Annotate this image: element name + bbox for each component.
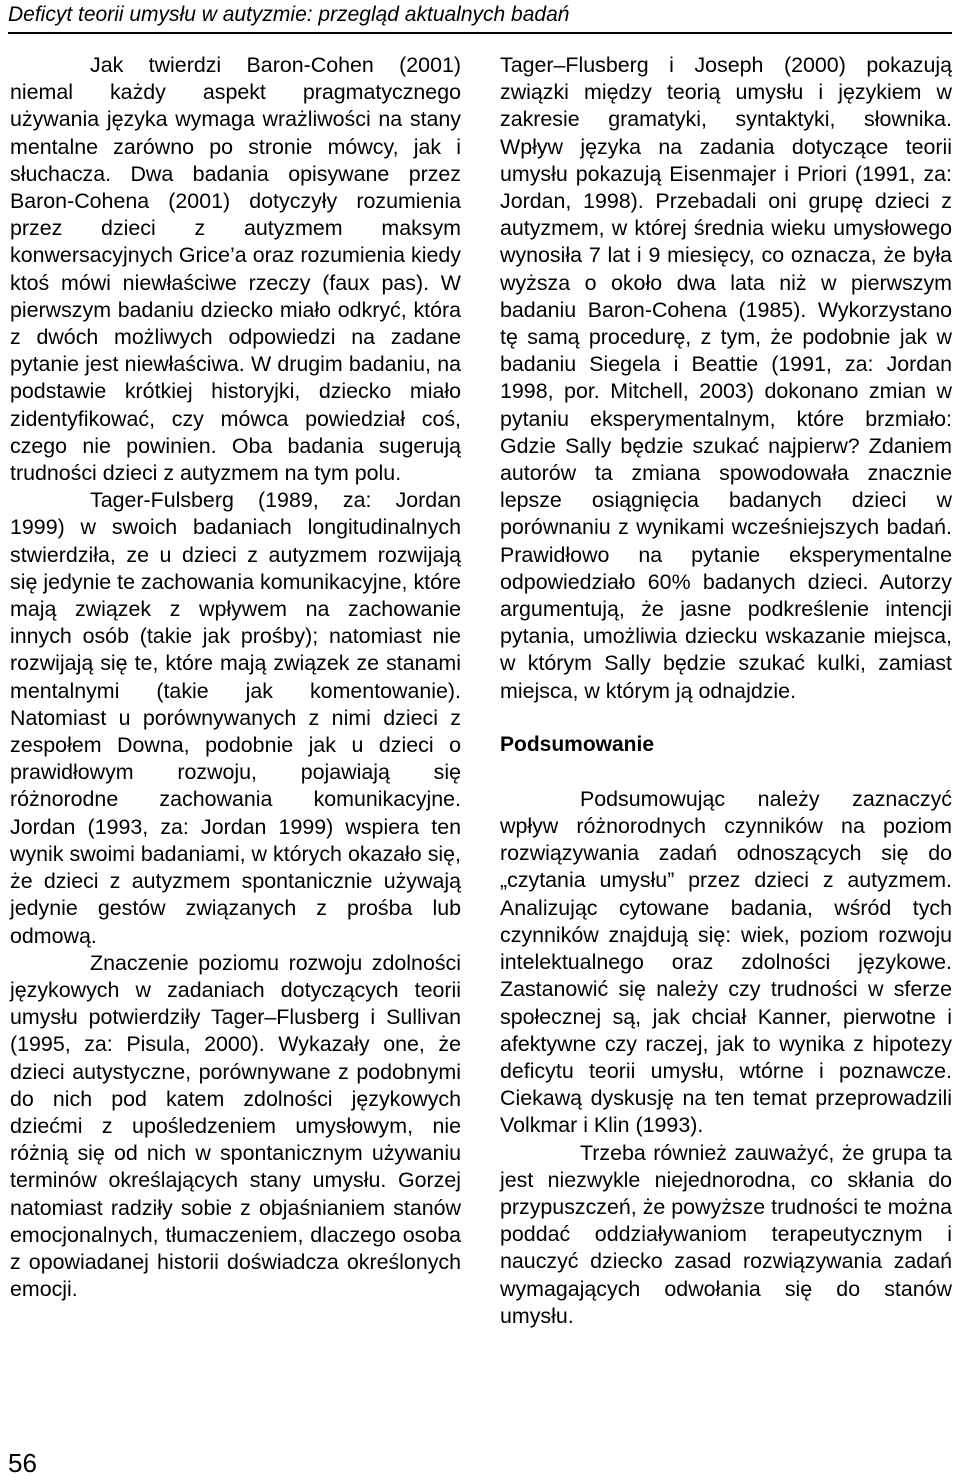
body-paragraph: Tager-Fulsberg (1989, za: Jordan 1999) w swoich badaniach longitudinalnych stwierdziła, ze u dzieci z autyzmem rozwijają się jedynie te zachowania komunikacyjne, które mają związek z wpływem na zachowanie innych osób (takie jak prośby); natomiast nie rozwijają się te, które mają związek ze stanami mentalnymi (takie jak komentowanie). Natomiast u porównywanych z nimi dzieci z zespołem Downa, podobnie jak u dzieci o prawidłowym rozwoju, pojawiają się różnorodne zachowania komunikacyjne. Jordan (1993, za: Jordan 1999) wspiera ten wynik swoimi badaniami, w których okazało się, że dzieci z autyzmem spontanicznie używają jedynie gestów związanych z prośba lub odmową. xyxy=(10,488,461,948)
body-paragraph: Tager–Flusberg i Joseph (2000) pokazują związki między teorią umysłu i językiem w zakresie gramatyki, syntaktyki, słownika. Wpływ języka na zadania dotyczące teorii umysłu pokazują Eisenmajer i Priori (1991, za: Jordan, 1998). Przebadali oni grupę dzieci z autyzmem, w której średnia wieku umysłowego wynosiła 7 lat i 9 miesięcy, co oznacza, że była wyższa o około dwa lata niż w pierwszym badaniu Baron-Cohena (1985). Wykorzystano tę samą procedurę, z tym, że podobnie jak w badaniu Siegela i Beattie (1991, za: Jordan 1998, por. Mitchell, 2003) dokonano zmian w pytaniu eksperymentalnym, które brzmiało: Gdzie Sally będzie szukać najpierw? Zdaniem autorów ta zmiana spowodowała znacznie lepsze osiągnięcia badanych dzieci w porównaniu z wynikami wcześniejszych badań. Prawidłowo na pytanie eksperymentalne odpowiedziało 60% badanych dzieci. Autorzy argumentują, że jasne podkreślenie intencji pytania, umożliwia dziecku wskazanie miejsca, w którym Sally będzie szukać kulki, zamiast miejsca, w którym ją odnajdzie. xyxy=(500,53,952,703)
body-paragraph: Trzeba również zauważyć, że grupa ta jest niezwykle niejednorodna, co skłania do przypuszczeń, że powyższe trudności te można poddać oddziaływaniom terapeutycznym i nauczyć dziecko zasad rozwiązywania zadań wymagających odwołania się do stanów umysłu. xyxy=(500,1140,952,1328)
body-paragraph: Podsumowując należy zaznaczyć wpływ różnorodnych czynników na poziom rozwiązywania zadań odnoszących się do „czytania umysłu” przez dzieci z autyzmem. Analizując cytowane badania, wśród tych czynników znajdują się: wiek, poziom rozwoju intelektualnego oraz zdolności językowe. Zastanowić się należy czy trudności w sferze społecznej są, jak chciał Kanner, pierwotne i afektywne czy raczej, jak to wynika z hipotezy deficytu teorii umysłu, wtórne i poznawcze. Ciekawą dyskusję na ten temat przeprowadzili Volkmar i Klin (1993). xyxy=(500,786,952,1138)
body-paragraph: Jak twierdzi Baron-Cohen (2001) niemal każdy aspekt pragmatycznego używania języka wymaga wrażliwości na stany mentalne zarówno po stronie mówcy, jak i słuchacza. Dwa badania opisywane przez Baron-Cohena (2001) dotyczyły rozumienia przez dzieci z autyzmem maksym konwersacyjnych Grice’a oraz rozumienia kiedy ktoś mówi niewłaściwe rzeczy (faux pas). W pierwszym badaniu dziecko miało odkryć, która z dwóch możliwych odpowiedzi na zadane pytanie jest niewłaściwa. W drugim badaniu, na podstawie krótkiej historyjki, dziecko miało zidentyfikować, czy mówca powiedział coś, czego nie powinien. Oba badania sugerują trudności dzieci z autyzmem na tym polu. xyxy=(10,53,461,486)
left-column xyxy=(10,52,461,1303)
section-heading: Podsumowanie xyxy=(500,732,655,756)
page-number: 56 xyxy=(8,1448,37,1478)
right-column xyxy=(500,52,952,1330)
body-paragraph: Znaczenie poziomu rozwoju zdolności językowych w zadaniach dotyczących teorii umysłu potwierdziły Tager–Flusberg i Sullivan (1995, za: Pisula, 2000). Wykazały one, że dzieci autystyczne, porównywane z podobnymi do nich pod katem zdolności językowych dziećmi z upośledzeniem umysłowym, nie różnią się od nich w spontanicznym używaniu terminów określających stany umysłu. Gorzej natomiast radziły sobie z objaśnianiem stanów emocjonalnych, tłumaczeniem, dlaczego osoba z opowiadanej historii doświadcza określonych emocji. xyxy=(10,950,461,1302)
running-header: Deficyt teorii umysłu w autyzmie: przegląd aktualnych badań xyxy=(8,2,952,34)
